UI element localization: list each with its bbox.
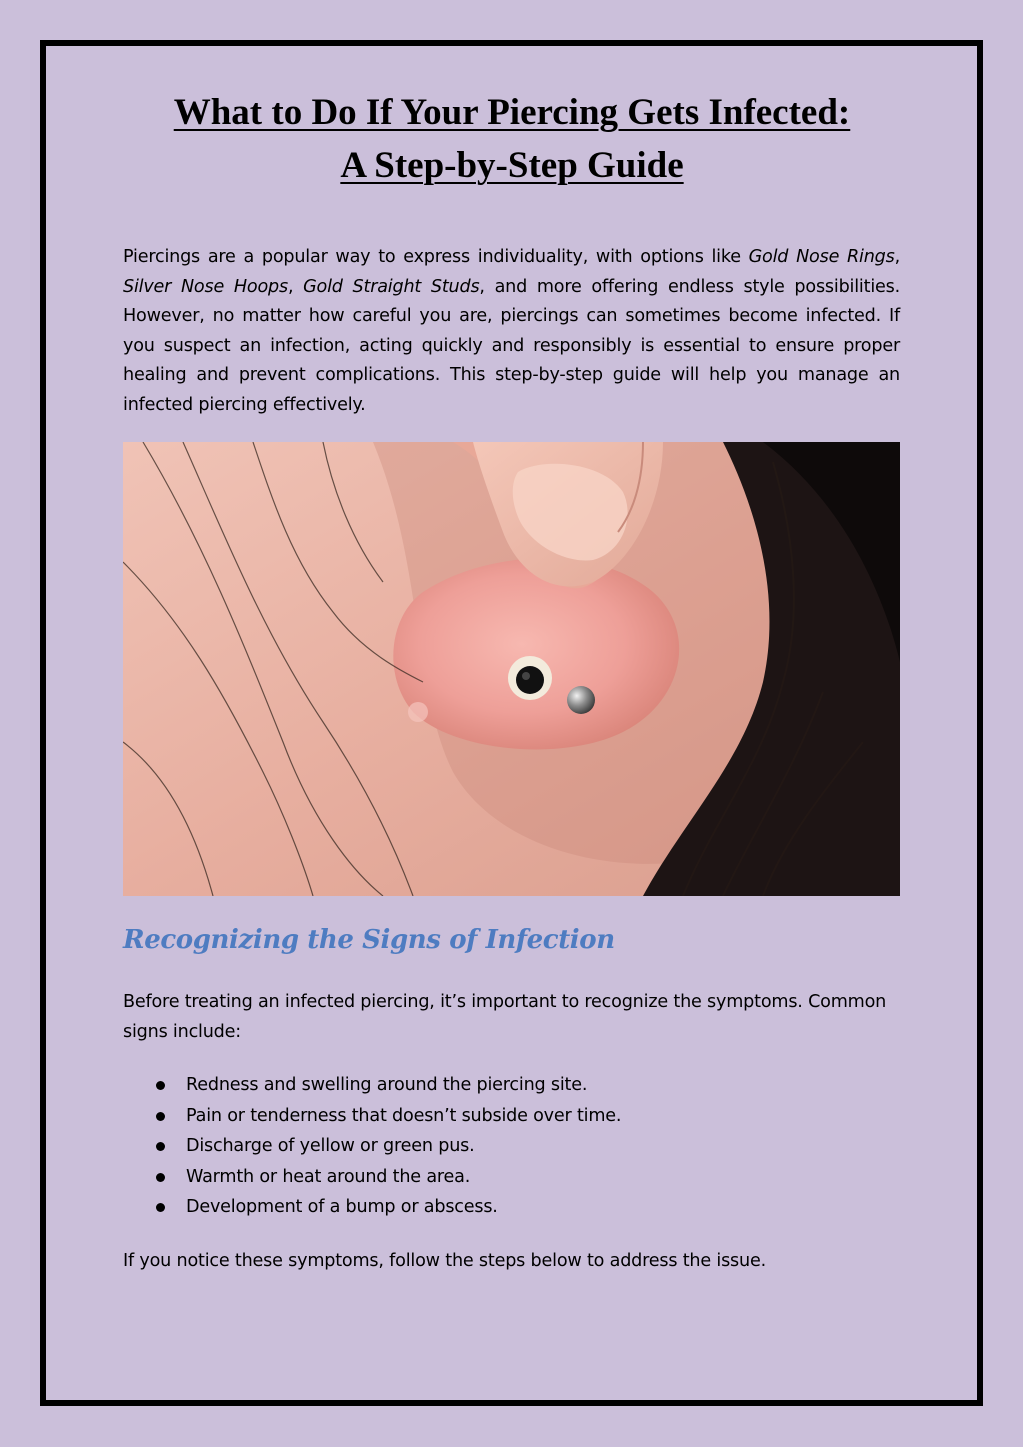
- title-line-2: A Step-by-Step Guide: [340, 145, 684, 186]
- section-heading: Recognizing the Signs of Infection: [123, 925, 615, 955]
- gold-straight-studs-link[interactable]: Gold Straight Studs: [303, 276, 480, 297]
- title-line-1: What to Do If Your Piercing Gets Infected:: [173, 92, 851, 133]
- intro-separator: ,: [287, 276, 304, 297]
- list-item: Development of a bump or abscess.: [150, 1192, 910, 1223]
- list-item: Redness and swelling around the piercing site.: [150, 1070, 910, 1101]
- list-item: Warmth or heat around the area.: [150, 1162, 910, 1193]
- list-item: Pain or tenderness that doesn’t subside over time.: [150, 1101, 910, 1132]
- list-item: Discharge of yellow or green pus.: [150, 1131, 910, 1162]
- intro-text-start: Piercings are a popular way to express individuality, with options like: [123, 247, 749, 267]
- symptoms-list: [150, 1070, 910, 1223]
- symptoms-lead-paragraph: Before treating an infected piercing, it’s important to recognize the symptoms. Common signs include:: [123, 992, 887, 1042]
- infected-ear-piercing-photo: [123, 442, 900, 896]
- intro-paragraph: [123, 243, 900, 420]
- intro-separator: ,: [894, 247, 900, 267]
- gold-nose-rings-link[interactable]: Gold Nose Rings: [748, 247, 895, 267]
- closing-paragraph: If you notice these symptoms, follow the steps below to address the issue.: [123, 1251, 766, 1271]
- silver-nose-hoops-link[interactable]: Silver Nose Hoops: [123, 276, 288, 297]
- intro-text-end: , and more offering endless style possibilities. However, no matter how careful you are, piercings can sometimes become infected. If you suspect an infection, acting quickly and responsibly is essential to ensure proper healing and prevent complications. This step-by-step guide will help you manage an infected piercing effectively.: [123, 276, 900, 415]
- page-title: [84, 86, 940, 192]
